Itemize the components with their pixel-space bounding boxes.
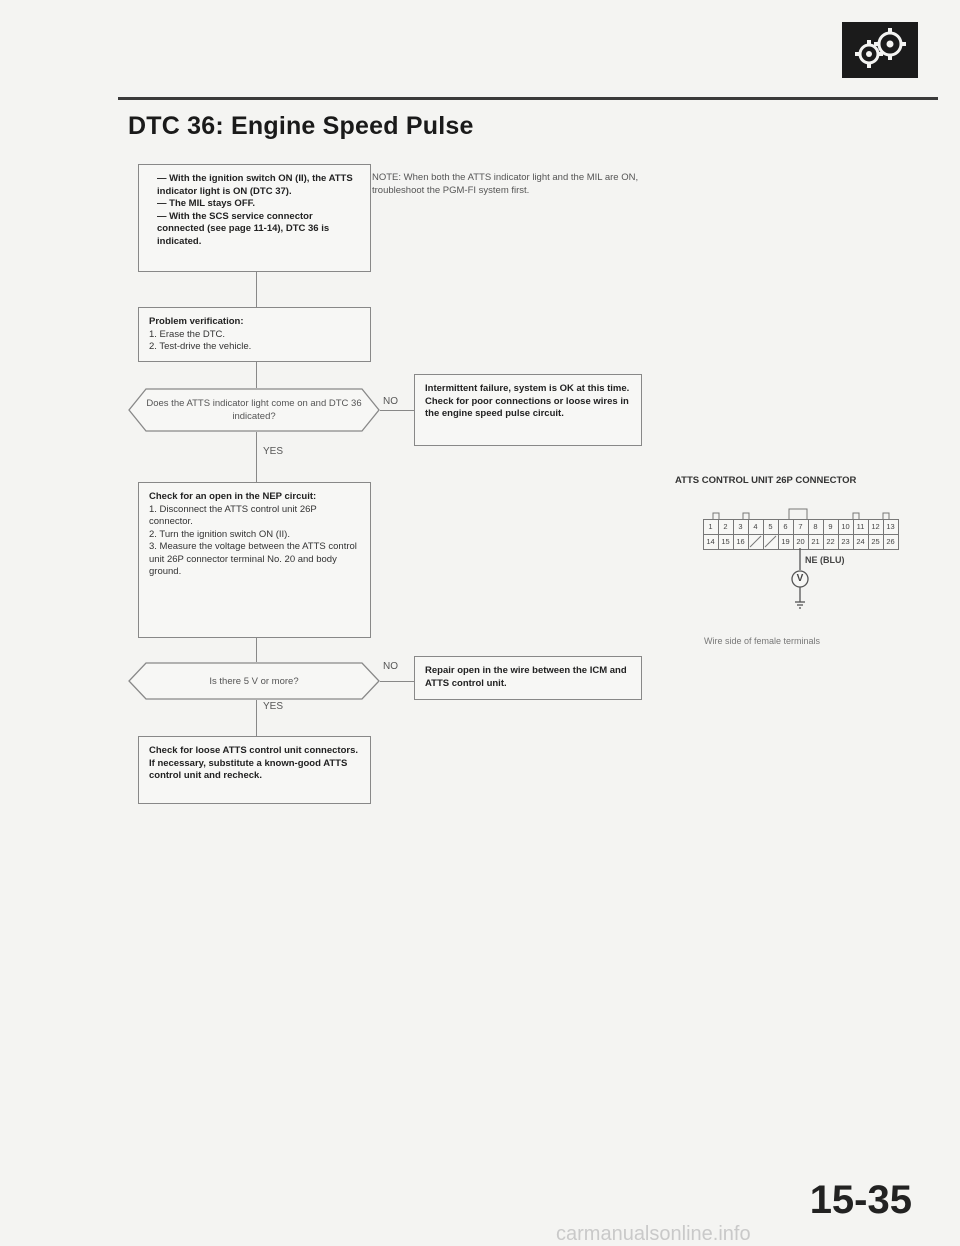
terminal: 12: [868, 519, 884, 535]
decision-2-no: NO: [383, 661, 398, 672]
check-title: Check for an open in the NEP circuit:: [149, 491, 317, 502]
flow-connector: [256, 638, 257, 662]
terminal: 15: [718, 534, 734, 550]
terminal: 19: [778, 534, 794, 550]
connector-grid: [703, 519, 898, 549]
watermark: carmanualsonline.info: [556, 1223, 751, 1245]
flow-connector: [380, 410, 414, 411]
flow-connector: [380, 681, 414, 682]
start-line: — The MIL stays OFF.: [157, 198, 256, 209]
check-step: 3. Measure the voltage between the ATTS control unit 26P connector terminal No. 20 and body ground.: [149, 541, 357, 577]
empty-terminal: [763, 534, 779, 550]
repair-text: Repair open in the wire between the ICM and ATTS control unit.: [425, 665, 627, 689]
wire-label: NE (BLU): [805, 555, 845, 565]
problem-step: 1. Erase the DTC.: [149, 328, 226, 340]
terminal: 1: [703, 519, 719, 535]
terminal: 10: [838, 519, 854, 535]
terminal: 3: [733, 519, 749, 535]
terminal: 26: [883, 534, 899, 550]
flow-connector: [256, 362, 257, 388]
terminal: 25: [868, 534, 884, 550]
final-text: Check for loose ATTS control unit connectors. If necessary, substitute a known-good ATTS control unit and recheck.: [149, 745, 359, 781]
terminal: 22: [823, 534, 839, 550]
connector-title: ATTS CONTROL UNIT 26P CONNECTOR: [675, 475, 857, 486]
terminal: 9: [823, 519, 839, 535]
terminal: 2: [718, 519, 734, 535]
terminal-20: 20: [793, 534, 809, 550]
problem-step: 2. Test-drive the vehicle.: [149, 341, 252, 352]
check-step: 2. Turn the ignition switch ON (II).: [149, 528, 290, 540]
terminal: 13: [883, 519, 899, 535]
flow-connector: [256, 700, 257, 736]
terminal: 5: [763, 519, 779, 535]
terminal: 16: [733, 534, 749, 550]
page-number: 15-35: [809, 1178, 912, 1222]
voltmeter-symbol: V: [796, 573, 804, 584]
terminal: 11: [853, 519, 869, 535]
note-text: NOTE: When both the ATTS indicator light and the MIL are ON, troubleshoot the PGM-FI system first.: [372, 172, 639, 196]
decision-1-no: NO: [383, 396, 398, 407]
terminal: 7: [793, 519, 809, 535]
terminal: 6: [778, 519, 794, 535]
header-rule: [118, 97, 938, 100]
check-nep-box: [138, 482, 371, 638]
terminal: 24: [853, 534, 869, 550]
final-check-box: [138, 736, 371, 804]
gears-icon: [842, 22, 918, 78]
terminal: 23: [838, 534, 854, 550]
flow-connector: [256, 432, 257, 482]
connector-caption: Wire side of female terminals: [704, 636, 821, 646]
page-title: DTC 36: Engine Speed Pulse: [128, 112, 474, 140]
start-line: — With the SCS service connector connected (see page 11-14), DTC 36 is indicated.: [157, 210, 330, 247]
intermittent-box: [414, 374, 642, 446]
decision-1-yes: YES: [263, 446, 284, 457]
repair-box: [414, 656, 642, 700]
terminal: 14: [703, 534, 719, 550]
problem-title: Problem verification:: [149, 316, 244, 327]
empty-terminal: [748, 534, 764, 550]
terminal: 21: [808, 534, 824, 550]
decision-2-yes: YES: [263, 701, 284, 712]
check-step: 1. Disconnect the ATTS control unit 26P connector.: [149, 503, 317, 527]
terminal: 4: [748, 519, 764, 535]
decision-1-text: Does the ATTS indicator light come on and DTC 36 indicated?: [146, 398, 362, 422]
problem-verification-box: [138, 307, 371, 362]
start-line: — With the ignition switch ON (II), the ATTS indicator light is ON (DTC 37).: [157, 173, 353, 197]
flow-connector: [256, 272, 257, 307]
start-condition-box: [138, 164, 371, 272]
terminal: 8: [808, 519, 824, 535]
decision-2-text: Is there 5 V or more?: [209, 676, 299, 687]
intermittent-text: Intermittent failure, system is OK at this time. Check for poor connections or loose wires in the engine speed pulse circuit.: [425, 383, 630, 419]
